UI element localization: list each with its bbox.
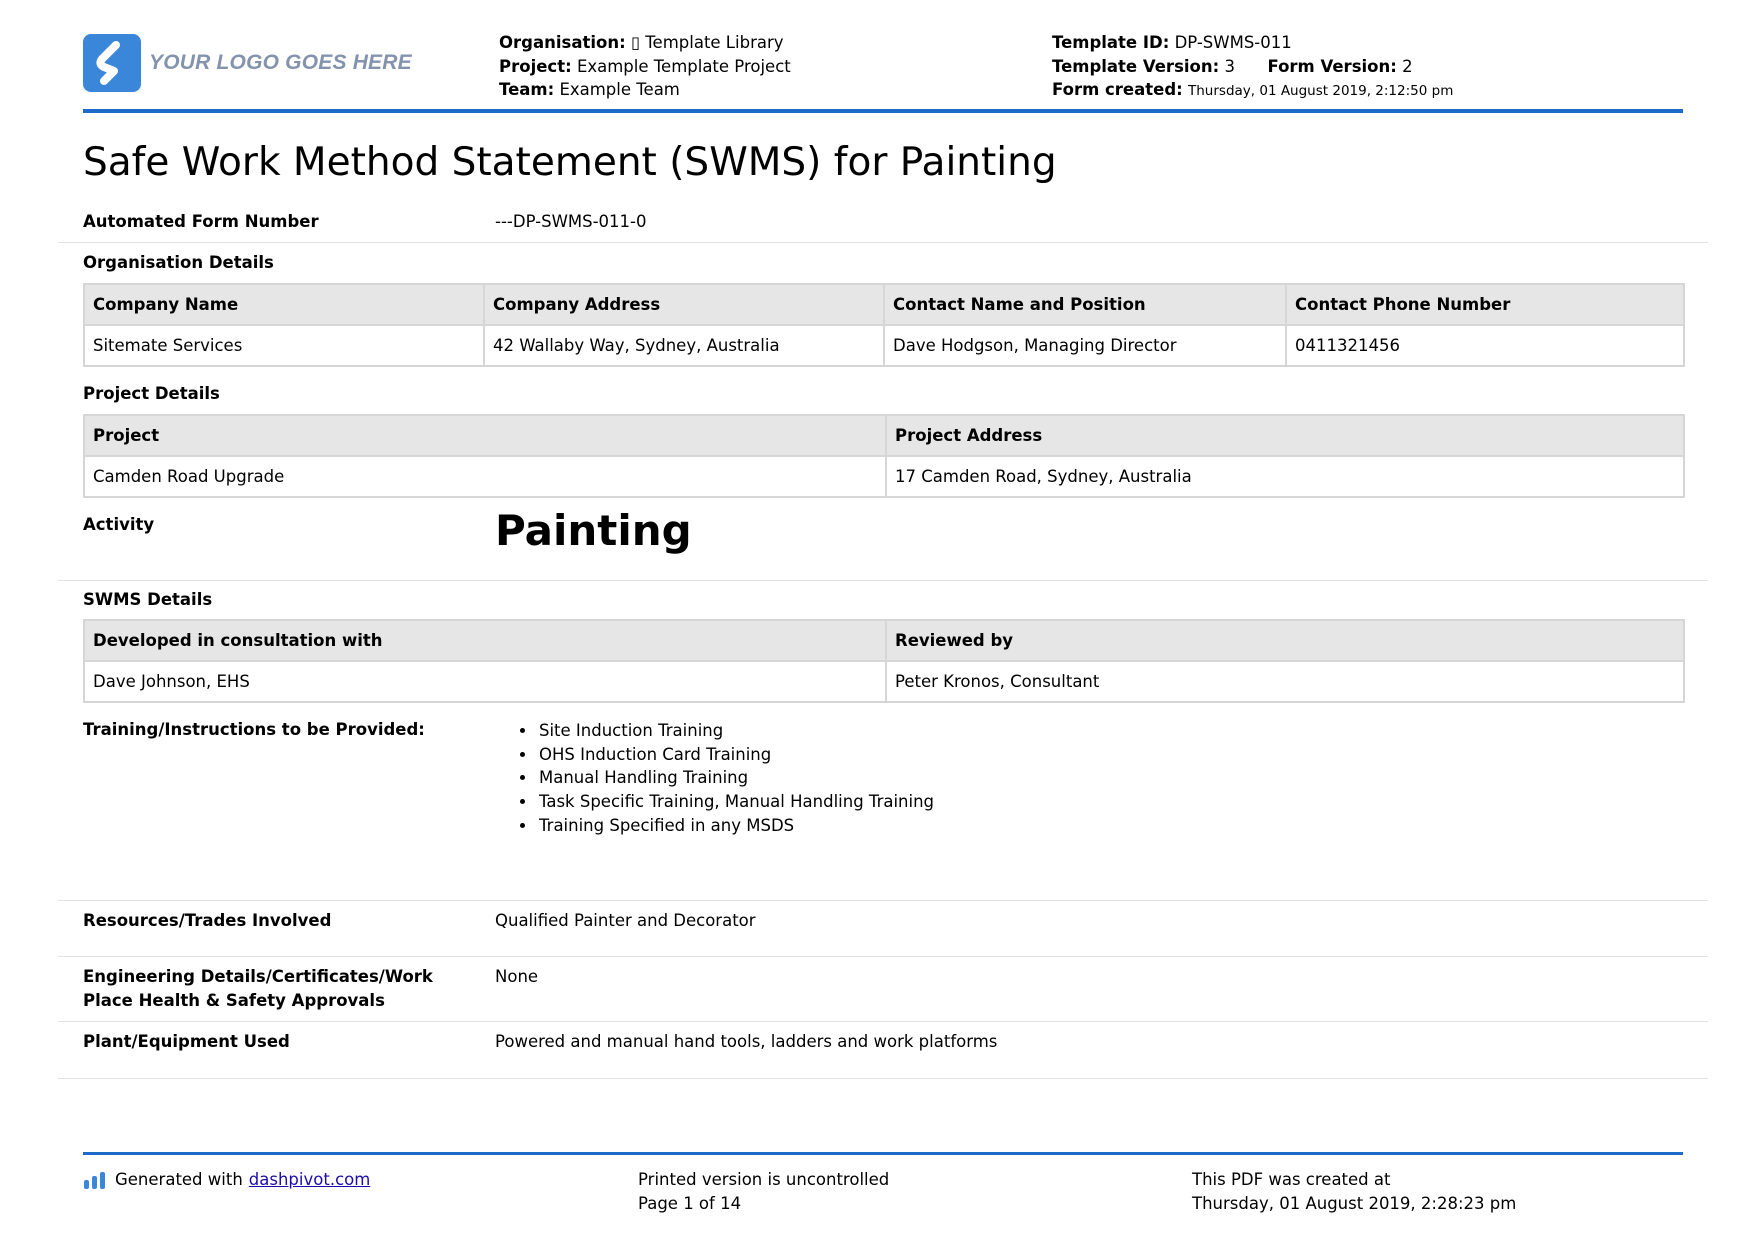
table-header-row — [84, 284, 1684, 325]
footer-created — [1192, 1168, 1516, 1215]
table-cell: Camden Road Upgrade — [84, 456, 886, 497]
table-header-cell: Project Address — [886, 415, 1684, 456]
table-header-cell: Company Name — [84, 284, 484, 325]
created-notice: This PDF was created at — [1192, 1170, 1391, 1189]
form-version-value: 2 — [1402, 56, 1413, 76]
project-label: Project: — [499, 56, 572, 76]
training-label: Training/Instructions to be Provided: — [83, 720, 425, 739]
form-created-label: Form created: — [1052, 80, 1183, 99]
engineering-label — [83, 965, 433, 1012]
table-cell: 17 Camden Road, Sydney, Australia — [886, 456, 1684, 497]
table-header-row — [84, 415, 1684, 456]
list-item: • Task Specific Training, Manual Handling Training — [537, 790, 934, 814]
project-details-label: Project Details — [83, 384, 220, 403]
plant-label: Plant/Equipment Used — [83, 1032, 290, 1051]
logo-icon — [83, 34, 141, 92]
team-label: Team: — [499, 80, 555, 99]
header-meta-left — [499, 31, 791, 102]
table-header-cell: Contact Name and Position — [884, 284, 1286, 325]
printed-notice: Printed version is uncontrolled — [638, 1170, 890, 1189]
list-item: • OHS Induction Card Training — [537, 743, 934, 767]
form-version-label: Form Version: — [1267, 56, 1397, 76]
row-divider — [58, 580, 1708, 581]
form-number-value: ---DP-SWMS-011-0 — [495, 212, 647, 231]
table-row — [84, 661, 1684, 702]
table-row — [84, 325, 1684, 366]
activity-label: Activity — [83, 515, 155, 534]
list-item: • Site Induction Training — [537, 719, 934, 743]
table-cell: 42 Wallaby Way, Sydney, Australia — [484, 325, 884, 366]
training-list — [537, 719, 934, 838]
list-item: • Manual Handling Training — [537, 766, 934, 790]
plant-value: Powered and manual hand tools, ladders and work platforms — [495, 1032, 998, 1051]
engineering-value: None — [495, 967, 539, 986]
row-divider — [58, 1021, 1708, 1022]
project-details-table — [83, 414, 1685, 498]
table-header-cell: Reviewed by — [886, 620, 1684, 661]
swms-details-table — [83, 619, 1685, 703]
activity-value: Painting — [495, 506, 692, 555]
table-header-cell: Company Address — [484, 284, 884, 325]
table-cell: Peter Kronos, Consultant — [886, 661, 1684, 702]
table-cell: Dave Johnson, EHS — [84, 661, 886, 702]
logo-text: YOUR LOGO GOES HERE — [149, 51, 412, 74]
dashpivot-link[interactable]: dashpivot.com — [248, 1170, 371, 1189]
row-divider — [58, 900, 1708, 901]
table-cell: Sitemate Services — [84, 325, 484, 366]
company-logo — [83, 34, 412, 92]
bar-chart-icon — [83, 1170, 107, 1190]
engineering-label-line1: Engineering Details/Certificates/Work — [83, 967, 433, 986]
row-divider — [58, 242, 1708, 243]
form-number-label: Automated Form Number — [83, 212, 319, 231]
organisation-details-table — [83, 283, 1685, 367]
template-version-label: Template Version: — [1052, 56, 1220, 76]
table-header-row — [84, 620, 1684, 661]
template-id-label: Template ID: — [1052, 33, 1170, 52]
footer-generated — [83, 1168, 370, 1192]
list-item: • Training Specified in any MSDS — [537, 814, 934, 838]
form-created-value: Thursday, 01 August 2019, 2:12:50 pm — [1188, 83, 1454, 99]
table-header-cell: Project — [84, 415, 886, 456]
organisation-label: Organisation: — [499, 33, 626, 52]
template-id-value: DP-SWMS-011 — [1174, 33, 1292, 52]
table-cell: Dave Hodgson, Managing Director — [884, 325, 1286, 366]
organisation-value: ▯ Template Library — [630, 33, 784, 52]
table-row — [84, 456, 1684, 497]
table-cell: 0411321456 — [1286, 325, 1684, 366]
footer-divider — [83, 1152, 1683, 1155]
template-version-value: 3 — [1224, 56, 1235, 76]
created-timestamp: Thursday, 01 August 2019, 2:28:23 pm — [1192, 1193, 1517, 1213]
organisation-details-label: Organisation Details — [83, 253, 274, 272]
resources-value: Qualified Painter and Decorator — [495, 911, 756, 930]
page-number: Page 1 of 14 — [638, 1193, 742, 1213]
document-header — [83, 28, 1683, 110]
header-meta-right — [1052, 31, 1453, 104]
resources-label: Resources/Trades Involved — [83, 911, 332, 930]
header-divider — [83, 109, 1683, 113]
engineering-label-line2: Place Health & Safety Approvals — [83, 990, 385, 1010]
swms-details-label: SWMS Details — [83, 590, 213, 609]
project-value: Example Template Project — [576, 56, 791, 76]
row-divider — [58, 1078, 1708, 1079]
table-header-cell: Contact Phone Number — [1286, 284, 1684, 325]
footer-printed — [638, 1168, 889, 1215]
generated-prefix: Generated with — [115, 1170, 243, 1189]
team-value: Example Team — [559, 80, 680, 99]
row-divider — [58, 956, 1708, 957]
table-header-cell: Developed in consultation with — [84, 620, 886, 661]
page-title: Safe Work Method Statement (SWMS) for Painting — [83, 140, 1057, 185]
